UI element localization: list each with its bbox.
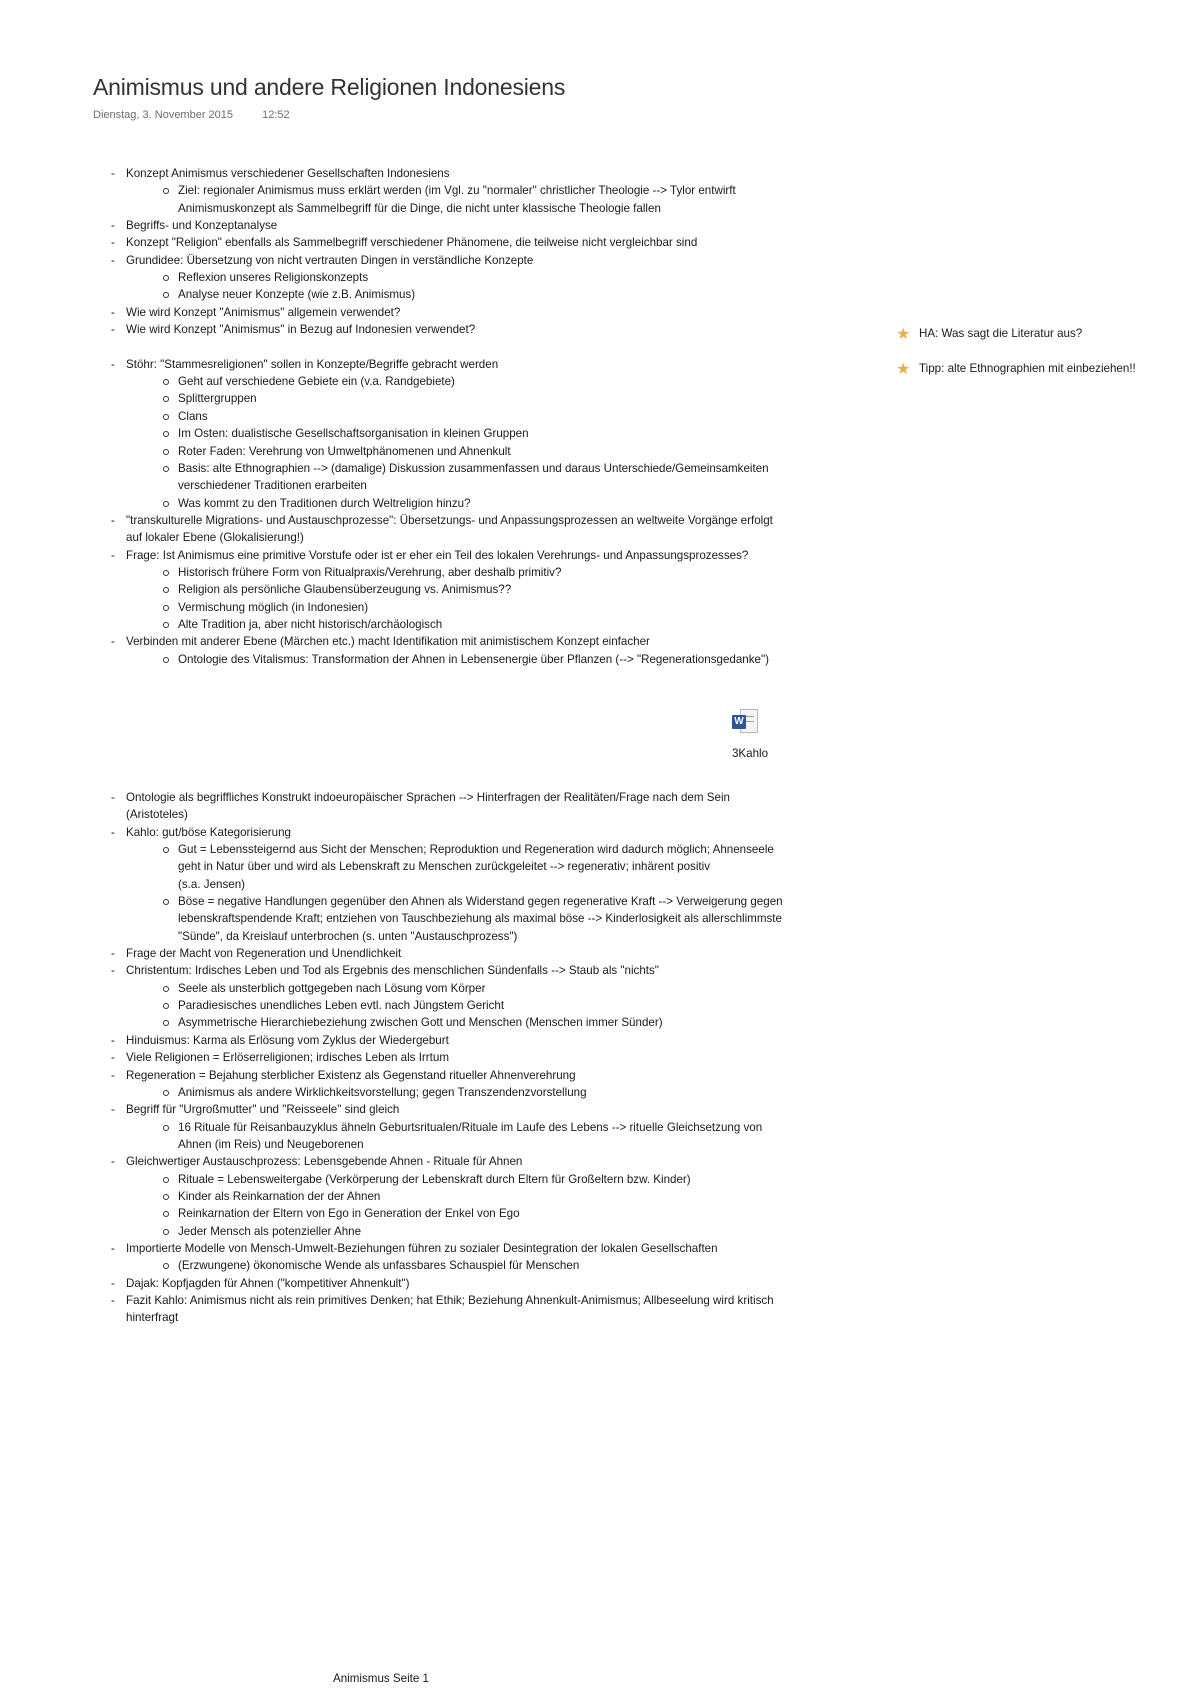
sub-list (126, 841, 788, 945)
list-item-text: Verbinden mit anderer Ebene (Märchen etc.) macht Identifikation mit animistischem Konzept einfacher (126, 635, 650, 649)
sub-list (126, 1257, 788, 1274)
list-item (108, 962, 788, 1031)
list-item-text: Begriffs- und Konzeptanalyse (126, 219, 278, 233)
page-timestamp (93, 109, 290, 121)
sub-list-item: (Erzwungene) ökonomische Wende als unfassbares Schauspiel für Menschen (126, 1257, 788, 1274)
sub-list-item: Reinkarnation der Eltern von Ego in Generation der Enkel von Ego (126, 1205, 788, 1222)
sub-list-item: Reflexion unseres Religionskonzepts (126, 269, 788, 286)
sub-list (126, 1084, 788, 1101)
list-item-text: Konzept Animismus verschiedener Gesellschaften Indonesiens (126, 167, 450, 180)
list-item (108, 789, 788, 824)
sub-list-item: Animismus als andere Wirklichkeitsvorstellung; gegen Transzendenzvorstellung (126, 1084, 788, 1101)
bullet-list (108, 165, 788, 668)
file-attachment[interactable] (720, 709, 780, 760)
list-item-text: Importierte Modelle von Mensch-Umwelt-Beziehungen führen zu sozialer Desintegration der lokalen Gesellschaften (126, 1241, 718, 1255)
sub-list-item: Rituale = Lebensweitergabe (Verkörperung der Lebenskraft durch Eltern für Großeltern bzw. Kinder) (126, 1171, 788, 1188)
sub-list-item: Böse = negative Handlungen gegenüber den Ahnen als Widerstand gegen regenerative Kraft --> Verweigerung gegen lebenskraftspendende Kraft; entziehen von Tauschbeziehung als maximal böse --> Kinderlosigkeit als allerschlimmste "Sünde", da Kreislauf unterbrochen (s. unten "Austauschprozess") (126, 893, 788, 945)
sub-list-item: Vermischung möglich (in Indonesien) (126, 599, 788, 616)
star-icon: ★ (896, 326, 911, 343)
list-item (108, 1292, 788, 1327)
side-note-text: Tipp: alte Ethnographien mit einbeziehen!! (919, 362, 1136, 375)
star-icon: ★ (896, 361, 911, 378)
sub-list-item: Analyse neuer Konzepte (wie z.B. Animismus) (126, 286, 788, 303)
list-item (108, 512, 788, 547)
sub-list-item: Historisch frühere Form von Ritualpraxis/Verehrung, aber deshalb primitiv? (126, 564, 788, 581)
blank-line (108, 338, 788, 355)
list-item-text: Kahlo: gut/böse Kategorisierung (126, 825, 292, 839)
sub-list-item: Was kommt zu den Traditionen durch Weltreligion hinzu? (126, 495, 788, 512)
sub-list-item: Alte Tradition ja, aber nicht historisch/archäologisch (126, 616, 788, 633)
word-document-icon[interactable] (732, 709, 760, 733)
sub-list (126, 564, 788, 633)
list-item (108, 234, 788, 251)
list-item-text: Ontologie als begriffliches Konstrukt indoeuropäischer Sprachen --> Hinterfragen der Realitäten/Frage nach dem Sein (Aristoteles) (126, 791, 730, 822)
list-item-text: Wie wird Konzept "Animismus" in Bezug auf Indonesien verwendet? (126, 323, 476, 337)
list-item (108, 547, 788, 634)
sub-list-item: Jeder Mensch als potenzieller Ahne (126, 1223, 788, 1240)
sub-list (126, 651, 788, 668)
list-item (108, 356, 788, 512)
list-item-text: "transkulturelle Migrations- und Austauschprozesse": Übersetzungs- und Anpassungsprozessen an weltweite Vorgänge erfolgt auf lokaler Ebene (Glokalisierung!) (126, 513, 773, 545)
list-item-text: Christentum: Irdisches Leben und Tod als Ergebnis des menschlichen Sündenfalls --> Staub als "nichts" (126, 964, 659, 978)
sub-list-item: Clans (126, 408, 788, 425)
sub-list-item: Ziel: regionaler Animismus muss erklärt werden (im Vgl. zu "normaler" christlicher Theologie --> Tylor entwirft Animismuskonzept als Sammelbegriff für die Dinge, die nicht unter klassische Theologie fallen (126, 182, 788, 217)
list-item-text: Dajak: Kopfjagden für Ahnen ("kompetitiver Ahnenkult") (126, 1276, 410, 1290)
list-item-text: Grundidee: Übersetzung von nicht vertrauten Dingen in verständliche Konzepte (126, 253, 534, 267)
sub-list (126, 1119, 788, 1154)
sub-list (126, 269, 788, 304)
sub-list-item: Roter Faden: Verehrung von Umweltphänomenen und Ahnenkult (126, 443, 788, 460)
list-item (108, 824, 788, 945)
sub-list-item: Im Osten: dualistische Gesellschaftsorganisation in kleinen Gruppen (126, 425, 788, 442)
side-note-tip (896, 361, 1136, 378)
notes-outline-1 (108, 165, 788, 668)
page-time: 12:52 (262, 109, 290, 121)
sub-list-item: 16 Rituale für Reisanbauzyklus ähneln Geburtsritualen/Rituale im Laufe des Lebens --> rituelle Gleichsetzung von Ahnen (im Reis) und Neugeborenen (126, 1119, 788, 1154)
sub-list-item: Splittergruppen (126, 390, 788, 407)
list-item-text: Begriff für "Urgroßmutter" und "Reisseele" sind gleich (126, 1103, 400, 1117)
list-item (108, 1275, 788, 1292)
side-note-homework (896, 326, 1083, 343)
list-item (108, 304, 788, 321)
sub-list (126, 182, 788, 217)
sub-list (126, 373, 788, 512)
list-item (108, 217, 788, 234)
list-item-text: Gleichwertiger Austauschprozess: Lebensgebende Ahnen - Rituale für Ahnen (126, 1155, 523, 1169)
list-item (108, 165, 788, 217)
word-badge: W (732, 715, 746, 729)
list-item (108, 945, 788, 962)
list-item-text: Regeneration = Bejahung sterblicher Existenz als Gegenstand ritueller Ahnenverehrung (126, 1068, 576, 1082)
list-item (108, 1032, 788, 1049)
list-item (108, 1153, 788, 1240)
list-item (108, 633, 788, 668)
sub-list-item: Kinder als Reinkarnation der der Ahnen (126, 1188, 788, 1205)
page-footer: Animismus Seite 1 (333, 1672, 430, 1685)
attachment-filename[interactable]: 3Kahlo (731, 747, 769, 760)
sub-list (126, 1171, 788, 1240)
sub-list-item: Ontologie des Vitalismus: Transformation der Ahnen in Lebensenergie über Pflanzen (--> "Regenerationsgedanke") (126, 651, 788, 668)
page-date: Dienstag, 3. November 2015 (93, 109, 234, 121)
list-item-text: Frage: Ist Animismus eine primitive Vorstufe oder ist er eher ein Teil des lokalen Verehrungs- und Anpassungsprozesses? (126, 548, 749, 562)
bullet-list (108, 789, 788, 1327)
sub-list-item: Gut = Lebenssteigernd aus Sicht der Menschen; Reproduktion und Regeneration wird dadurch möglich; Ahnenseele geht in Natur über und wird als Lebenskraft zu Menschen zurückgeleitet --> regenerativ; inhärent positiv (s.a. Jensen) (126, 841, 788, 893)
list-item (108, 1101, 788, 1153)
sub-list-item: Seele als unsterblich gottgegeben nach Lösung vom Körper (126, 980, 788, 997)
list-item-text: Hinduismus: Karma als Erlösung vom Zyklus der Wiedergeburt (126, 1033, 449, 1047)
list-item-text: Wie wird Konzept "Animismus" allgemein verwendet? (126, 305, 401, 319)
list-item-text: Fazit Kahlo: Animismus nicht als rein primitives Denken; hat Ethik; Beziehung Ahnenkult-Animismus; Allbeseelung wird kritisch hinterfragt (126, 1293, 774, 1325)
list-item (108, 1067, 788, 1102)
sub-list-item: Paradiesisches unendliches Leben evtl. nach Jüngstem Gericht (126, 997, 788, 1014)
list-item (108, 321, 788, 338)
sub-list-item: Religion als persönliche Glaubensüberzeugung vs. Animismus?? (126, 581, 788, 598)
list-item-text: Viele Religionen = Erlöserreligionen; irdisches Leben als Irrtum (126, 1051, 449, 1065)
page-title: Animismus und andere Religionen Indonesiens (93, 74, 566, 100)
sub-list-item: Asymmetrische Hierarchiebeziehung zwischen Gott und Menschen (Menschen immer Sünder) (126, 1014, 788, 1031)
list-item-text: Frage der Macht von Regeneration und Unendlichkeit (126, 947, 402, 961)
list-item (108, 1049, 788, 1066)
list-item (108, 1240, 788, 1275)
notes-outline-2 (108, 789, 788, 1327)
side-note-text: HA: Was sagt die Literatur aus? (919, 327, 1083, 340)
sub-list-item: Basis: alte Ethnographien --> (damalige) Diskussion zusammenfassen und daraus Unterschiede/Gemeinsamkeiten verschiedener Traditionen erarbeiten (126, 460, 788, 495)
list-item-text: Konzept "Religion" ebenfalls als Sammelbegriff verschiedener Phänomene, die teilweise nicht vergleichbar sind (126, 236, 698, 250)
sub-list-item: Geht auf verschiedene Gebiete ein (v.a. Randgebiete) (126, 373, 788, 390)
list-item (108, 252, 788, 304)
list-item-text: Stöhr: "Stammesreligionen" sollen in Konzepte/Begriffe gebracht werden (126, 357, 499, 371)
sub-list (126, 980, 788, 1032)
